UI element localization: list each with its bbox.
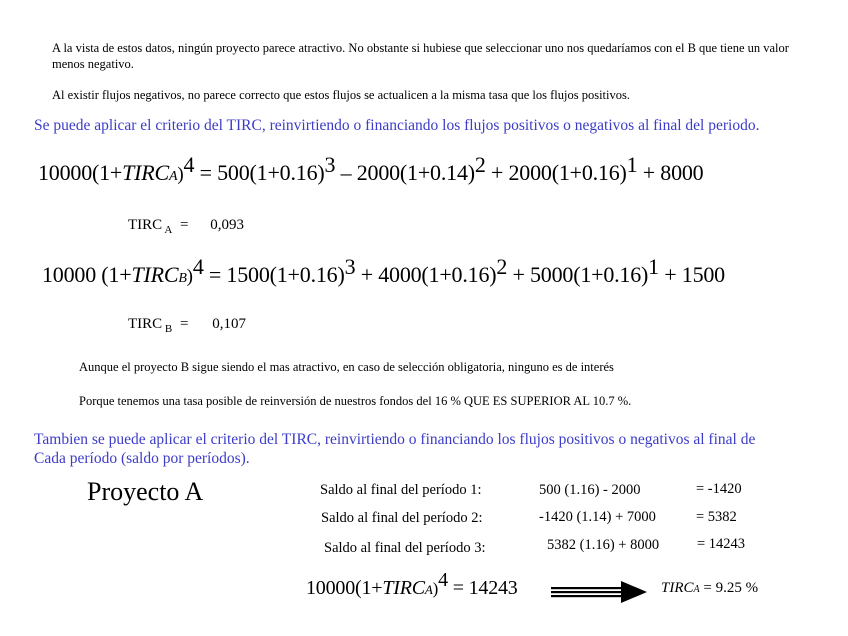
blue-heading-saldo-line1: Tambien se puede aplicar el criterio del TIRC, reinvirtiendo o financiando los flujos positivos o negativos al final de [34,431,756,448]
saldo-label-3: Saldo al final del período 3: [324,540,486,556]
tirc-a-result: TIRC $_A$ = 0,093 [128,217,244,236]
final-tirc-result: TIRCA = 9.25 % [661,580,759,596]
paragraph-negative-flows: Al existir flujos negativos, no parece correcto que estos flujos se actualicen a la misma tasa que los flujos positivos. [52,88,630,102]
saldo-label-1: Saldo al final del período 1: [320,482,482,498]
saldo-expr-1: 500 (1.16) - 2000 [539,482,641,498]
final-equation: 10000(1+TIRCA)$^4$ = 14243 [306,569,518,599]
project-a-title: Proyecto A [87,477,204,506]
saldo-result-2: = 5382 [696,509,737,525]
equation-a: 10000(1+TIRCA)$^4$ = $500(1+0.16)^3 - 2000(1+0.14)^2 + 2000(1+0.16)^1 + 8000$ [38,152,704,185]
saldo-result-1: = -1420 [696,481,742,497]
paragraph-intro: A la vista de estos datos, ningún proyecto parece atractivo. No obstante si hubiese que seleccionar uno nos quedaríamos con el B que tiene un valor menos negativo. [52,41,789,71]
double-arrow-icon [551,579,647,605]
saldo-expr-2: -1420 (1.14) + 7000 [539,509,656,525]
saldo-result-3: = 14243 [697,536,746,552]
blue-heading-saldo-line2: Cada período (saldo por períodos). [34,450,250,467]
saldo-label-2: Saldo al final del período 2: [321,510,483,526]
paragraph-reinvestment-rate: Porque tenemos una tasa posible de reinversión de nuestros fondos del 16 % QUE ES SUPERIOR AL 10.7 %. [79,394,632,408]
saldo-expr-3: 5382 (1.16) + 8000 [547,537,660,553]
paragraph-project-b: Aunque el proyecto B sigue siendo el mas atractivo, en caso de selección obligatoria, ninguno es de interés [79,360,614,374]
equation-b: 10000 (1+TIRCB)$^4$ = $1500(1+0.16)^3 + 4000(1+0.16)^2 + 5000(1+0.16)^1 + 1500$ [42,254,725,287]
tirc-b-result: TIRC $_B$ = 0,107 [128,316,246,335]
blue-heading-tirc: Se puede aplicar el criterio del TIRC, reinvirtiendo o financiando los flujos positivos o negativos al final del periodo. [34,117,760,134]
